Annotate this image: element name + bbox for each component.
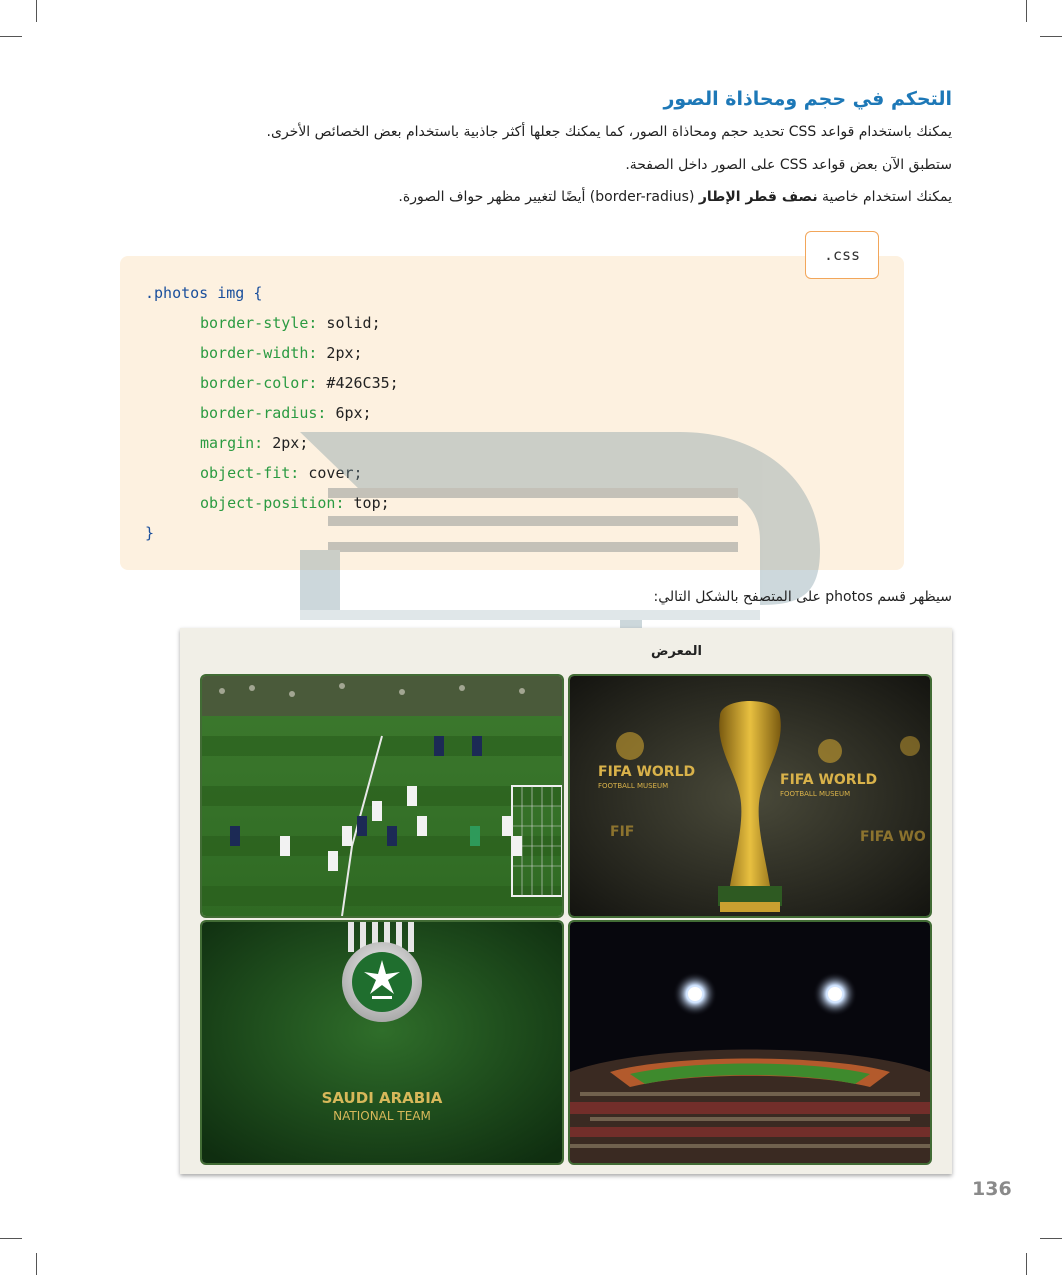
saudi-logo-image — [202, 922, 562, 1163]
code-line: margin: 2px; — [200, 434, 309, 452]
code-line: object-fit: cover; — [200, 464, 363, 482]
crop-mark — [36, 1253, 37, 1275]
svg-text:SAUDI ARABIA: SAUDI ARABIA — [321, 1089, 443, 1107]
photo-saudi-team — [200, 920, 564, 1165]
crop-mark — [1026, 0, 1027, 22]
svg-text:FIFA WORLD: FIFA WORLD — [598, 764, 696, 780]
page-number: 136 — [972, 1178, 1012, 1200]
gallery-title: المعرض — [651, 644, 702, 659]
crop-mark — [0, 36, 22, 37]
code-content — [145, 278, 399, 548]
svg-text:FOOTBALL MUSEUM: FOOTBALL MUSEUM — [780, 790, 851, 798]
crop-mark — [0, 1238, 22, 1239]
photo-football-match — [200, 674, 564, 918]
svg-text:NATIONAL TEAM: NATIONAL TEAM — [333, 1109, 431, 1123]
code-line: border-style: solid; — [200, 314, 381, 332]
code-closing-brace: } — [145, 524, 155, 542]
svg-text:FIF: FIF — [610, 824, 635, 840]
code-line: object-position: top; — [200, 494, 390, 512]
code-selector: .photos img { — [145, 284, 263, 302]
crop-mark — [1026, 1253, 1027, 1275]
code-line: border-width: 2px; — [200, 344, 363, 362]
crop-mark — [1040, 1238, 1062, 1239]
svg-text:FIFA WO: FIFA WO — [860, 829, 926, 845]
crop-mark — [36, 0, 37, 22]
football-match-image — [202, 676, 562, 916]
photo-world-cup-trophy — [568, 674, 932, 918]
section-heading: التحكم في حجم ومحاذاة الصور — [663, 88, 952, 110]
paragraph-1: يمكنك باستخدام قواعد CSS تحديد حجم ومحاذاة الصور، كما يمكنك جعلها أكثر جاذبية باستخدام بعض الخصائص الأخرى. — [266, 124, 952, 140]
crop-mark — [1040, 36, 1062, 37]
photo-stadium-night — [568, 920, 932, 1165]
paragraph-3: يمكنك استخدام خاصية نصف قطر الإطار (border-radius) أيضًا لتغيير مظهر حواف الصورة. — [398, 189, 952, 205]
bold-term: نصف قطر الإطار — [698, 189, 818, 205]
trophy-image — [570, 676, 930, 916]
file-type-tag: .css — [805, 231, 879, 279]
code-line: border-radius: 6px; — [200, 404, 372, 422]
paragraph-2: ستطبق الآن بعض قواعد CSS على الصور داخل الصفحة. — [625, 157, 952, 173]
svg-text:FOOTBALL MUSEUM: FOOTBALL MUSEUM — [598, 782, 669, 790]
svg-text:FIFA WORLD: FIFA WORLD — [780, 772, 878, 788]
gallery-caption: سيظهر قسم photos على المتصفح بالشكل التالي: — [653, 589, 952, 605]
code-line: border-color: #426C35; — [200, 374, 399, 392]
stadium-image — [570, 922, 930, 1163]
